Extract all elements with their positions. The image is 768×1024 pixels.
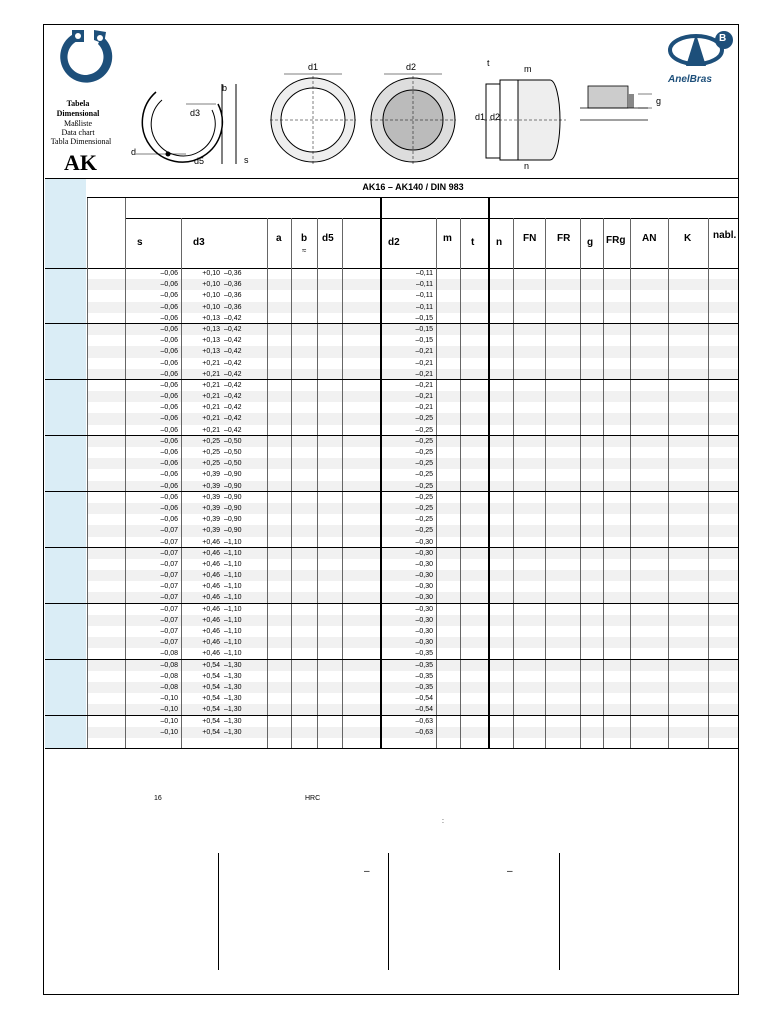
cell-d2-tolerance: –0,25 <box>415 516 433 524</box>
cell-d3-lower: –1,30 <box>224 706 242 714</box>
label-s: s <box>244 155 249 165</box>
cell-s-tolerance: –0,06 <box>160 348 178 356</box>
table-row <box>87 537 738 548</box>
cell-d3-upper: +0,54 <box>202 672 220 680</box>
cell-d3-lower: –1,10 <box>224 605 242 613</box>
cell-d3-upper: +0,21 <box>202 404 220 412</box>
table-row <box>87 514 738 525</box>
cell-d3-upper: +0,10 <box>202 270 220 277</box>
column-divider <box>181 218 182 748</box>
table-row <box>87 548 738 559</box>
cell-d3-lower: –0,90 <box>224 527 242 535</box>
column-divider <box>436 218 437 748</box>
cell-d2-tolerance: –0,25 <box>415 449 433 456</box>
cell-d3-upper: +0,21 <box>202 381 220 389</box>
cell-s-tolerance: –0,06 <box>160 314 178 322</box>
col-a: a <box>276 233 282 244</box>
cell-s-tolerance: –0,07 <box>160 616 178 624</box>
table-row <box>87 604 738 615</box>
group-divider <box>45 603 738 604</box>
cell-s-tolerance: –0,08 <box>160 650 178 658</box>
cell-d3-upper: +0,54 <box>202 695 220 703</box>
cell-d3-upper: +0,39 <box>202 471 220 479</box>
footer-dash-1: – <box>364 866 370 877</box>
cell-d3-upper: +0,10 <box>202 292 220 300</box>
cell-d3-upper: +0,21 <box>202 370 220 378</box>
label-m: m <box>524 64 532 74</box>
cell-d3-lower: –1,30 <box>224 728 242 736</box>
cell-s-tolerance: –0,06 <box>160 493 178 501</box>
cell-d2-tolerance: –0,15 <box>415 325 433 333</box>
cell-d3-lower: –0,90 <box>224 482 242 490</box>
table-row <box>87 682 738 693</box>
col-d3: d3 <box>193 237 205 248</box>
cell-s-tolerance: –0,06 <box>160 393 178 401</box>
cell-d3-lower: –0,36 <box>224 303 242 311</box>
table-row <box>87 626 738 637</box>
table-row <box>87 324 738 335</box>
cell-d3-lower: –0,90 <box>224 471 242 479</box>
table-row <box>87 302 738 313</box>
cell-d2-tolerance: –0,35 <box>415 672 433 680</box>
cell-d3-upper: +0,46 <box>202 560 220 568</box>
cell-d2-tolerance: –0,30 <box>415 639 433 647</box>
cell-d3-upper: +0,46 <box>202 583 220 591</box>
cell-s-tolerance: –0,10 <box>160 717 178 725</box>
label-d: d <box>131 147 137 157</box>
column-divider <box>708 218 709 748</box>
cell-d3-lower: –1,30 <box>224 695 242 703</box>
cell-d3-upper: +0,13 <box>202 337 220 345</box>
table-row <box>87 436 738 447</box>
cell-d3-lower: –0,42 <box>224 370 242 378</box>
cell-d3-lower: –0,50 <box>224 437 242 445</box>
cell-d3-lower: –1,10 <box>224 650 242 658</box>
table-row <box>87 279 738 290</box>
cell-s-tolerance: –0,06 <box>160 449 178 456</box>
col-k: K <box>684 233 692 244</box>
cell-d2-tolerance: –0,30 <box>415 616 433 624</box>
section-divider <box>380 198 382 749</box>
table-bottom <box>45 748 738 749</box>
table-row <box>87 469 738 480</box>
cell-d3-lower: –1,10 <box>224 583 242 591</box>
cell-d3-lower: –1,30 <box>224 661 242 669</box>
table-row <box>87 358 738 369</box>
header-tabla: Tabla Dimensional <box>50 137 112 146</box>
cell-s-tolerance: –0,06 <box>160 426 178 434</box>
product-code: AK <box>64 150 97 175</box>
column-divider <box>342 218 343 748</box>
col-s: s <box>137 237 143 248</box>
cell-d3-upper: +0,21 <box>202 359 220 367</box>
cell-d2-tolerance: –0,63 <box>415 728 433 736</box>
cell-d2-tolerance: –0,25 <box>415 504 433 512</box>
label-d1: d1 <box>308 62 319 72</box>
cell-d3-upper: +0,54 <box>202 661 220 669</box>
column-divider <box>460 218 461 748</box>
cell-d3-upper: +0,46 <box>202 639 220 647</box>
label-g: g <box>656 96 662 106</box>
cell-d2-tolerance: –0,30 <box>415 594 433 602</box>
cell-d3-upper: +0,39 <box>202 527 220 535</box>
cell-d3-lower: –1,10 <box>224 639 242 647</box>
table-row <box>87 380 738 391</box>
table-row <box>87 704 738 715</box>
cell-s-tolerance: –0,08 <box>160 683 178 691</box>
cell-d3-lower: –0,42 <box>224 381 242 389</box>
cell-d3-lower: –0,42 <box>224 325 242 333</box>
cell-d3-lower: –0,42 <box>224 348 242 356</box>
col-frg: FRg <box>606 235 626 246</box>
cell-d3-upper: +0,21 <box>202 415 220 423</box>
cell-d2-tolerance: –0,21 <box>415 370 433 378</box>
cell-s-tolerance: –0,07 <box>160 628 178 635</box>
cell-s-tolerance: –0,10 <box>160 728 178 736</box>
cell-d2-tolerance: –0,21 <box>415 393 433 401</box>
cell-d3-lower: –0,50 <box>224 449 242 456</box>
cell-d2-tolerance: –0,21 <box>415 404 433 412</box>
cell-s-tolerance: –0,06 <box>160 482 178 490</box>
brand-badge: B <box>719 33 727 44</box>
column-divider <box>125 198 126 748</box>
cell-d3-upper: +0,39 <box>202 516 220 524</box>
col-d5: d5 <box>322 233 334 244</box>
cell-d3-lower: –0,50 <box>224 460 242 468</box>
ring-d1-figure <box>268 62 358 172</box>
table-row <box>87 346 738 357</box>
cell-d3-upper: +0,10 <box>202 281 220 289</box>
table-row <box>87 693 738 704</box>
cell-d2-tolerance: –0,11 <box>416 303 433 311</box>
table-row <box>87 391 738 402</box>
cell-d2-tolerance: –0,25 <box>415 471 433 479</box>
table-row <box>87 503 738 514</box>
section-divider <box>488 198 490 749</box>
cell-d3-lower: –0,90 <box>224 504 242 512</box>
cell-s-tolerance: –0,07 <box>160 583 178 591</box>
cell-s-tolerance: –0,06 <box>160 471 178 479</box>
col-m: m <box>443 233 452 244</box>
column-divider <box>668 218 669 748</box>
cell-s-tolerance: –0,10 <box>160 706 178 714</box>
table-row <box>87 458 738 469</box>
footer-dash-2: – <box>507 866 513 877</box>
cell-s-tolerance: –0,06 <box>160 359 178 367</box>
cell-d3-lower: –1,10 <box>224 628 242 635</box>
subheader-divider <box>125 218 738 219</box>
table-row <box>87 525 738 536</box>
cell-d3-upper: +0,25 <box>202 449 220 456</box>
cell-d3-lower: –0,36 <box>224 270 242 277</box>
column-divider <box>291 218 292 748</box>
table-row <box>87 671 738 682</box>
table-row <box>87 570 738 581</box>
col-g: g <box>587 237 594 248</box>
table-row <box>87 413 738 424</box>
header-dimensional: Dimensional <box>56 109 100 118</box>
column-divider <box>317 218 318 748</box>
cell-s-tolerance: –0,06 <box>160 415 178 423</box>
label-d5: d5 <box>194 156 205 166</box>
cell-d3-upper: +0,46 <box>202 605 220 613</box>
cell-d3-upper: +0,46 <box>202 616 220 624</box>
cell-d3-lower: –1,30 <box>224 683 242 691</box>
col-nabl: nabl. <box>713 230 737 241</box>
cell-d2-tolerance: –0,30 <box>415 628 433 635</box>
cell-d2-tolerance: –0,25 <box>415 426 433 434</box>
cell-s-tolerance: –0,08 <box>160 661 178 669</box>
cell-s-tolerance: –0,06 <box>160 516 178 524</box>
label-b: b <box>222 83 228 93</box>
cell-s-tolerance: –0,07 <box>160 639 178 647</box>
cell-d2-tolerance: –0,30 <box>415 549 433 557</box>
cell-d3-lower: –0,36 <box>224 281 242 289</box>
cell-d2-tolerance: –0,63 <box>415 717 433 725</box>
label-d2-side: d2 <box>490 112 501 122</box>
cell-d3-lower: –0,42 <box>224 359 242 367</box>
col-b-approx: ≈ <box>302 246 307 255</box>
cell-d3-upper: +0,39 <box>202 493 220 501</box>
cell-d2-tolerance: –0,21 <box>415 359 433 367</box>
cell-s-tolerance: –0,07 <box>160 549 178 557</box>
cell-d2-tolerance: –0,25 <box>415 527 433 535</box>
cell-s-tolerance: –0,06 <box>160 504 178 512</box>
cell-d3-upper: +0,13 <box>202 348 220 356</box>
cell-s-tolerance: –0,07 <box>160 594 178 602</box>
cell-s-tolerance: –0,07 <box>160 560 178 568</box>
brand-name: AnelBras <box>668 74 712 85</box>
cell-s-tolerance: –0,06 <box>160 325 178 333</box>
group-divider <box>45 435 738 436</box>
cell-d3-upper: +0,54 <box>202 728 220 736</box>
cell-d2-tolerance: –0,54 <box>415 706 433 714</box>
col-fn: FN <box>523 233 537 244</box>
cell-d2-tolerance: –0,30 <box>415 583 433 591</box>
cell-d3-lower: –0,42 <box>224 337 242 345</box>
footer-note-hrc: HRC <box>305 795 321 802</box>
column-divider <box>580 218 581 748</box>
cell-d3-upper: +0,10 <box>202 303 220 311</box>
group-divider <box>45 323 738 324</box>
label-t: t <box>487 58 490 68</box>
cell-d2-tolerance: –0,21 <box>415 381 433 389</box>
footer-note-colon: : <box>442 818 444 825</box>
cell-s-tolerance: –0,06 <box>160 381 178 389</box>
cell-d3-upper: +0,13 <box>202 314 220 322</box>
cell-d2-tolerance: –0,35 <box>415 683 433 691</box>
cell-s-tolerance: –0,06 <box>160 281 178 289</box>
label-d2: d2 <box>406 62 417 72</box>
group-divider <box>45 547 738 548</box>
cell-d3-lower: –0,42 <box>224 314 242 322</box>
cell-d2-tolerance: –0,30 <box>415 572 433 580</box>
cell-d2-tolerance: –0,21 <box>415 348 433 356</box>
cell-s-tolerance: –0,06 <box>160 437 178 445</box>
cell-d3-lower: –1,30 <box>224 717 242 725</box>
table-row <box>87 660 738 671</box>
cell-d3-lower: –0,42 <box>224 426 242 434</box>
cell-d2-tolerance: –0,25 <box>415 437 433 445</box>
cell-d2-tolerance: –0,35 <box>415 661 433 669</box>
col-d2: d2 <box>388 237 400 248</box>
cell-s-tolerance: –0,06 <box>160 270 178 277</box>
cell-s-tolerance: –0,07 <box>160 538 178 546</box>
cell-d3-lower: –1,10 <box>224 560 242 568</box>
header-massliste: Maßliste <box>64 119 92 128</box>
cell-d3-upper: +0,46 <box>202 549 220 557</box>
table-row <box>87 615 738 626</box>
column-divider <box>267 218 268 748</box>
cell-d2-tolerance: –0,25 <box>415 482 433 490</box>
title-divider <box>87 197 738 198</box>
table-row <box>87 492 738 503</box>
table-title: AK16 – AK140 / DIN 983 <box>362 182 464 192</box>
group-divider <box>45 379 738 380</box>
column-divider <box>87 198 88 748</box>
cell-d2-tolerance: –0,25 <box>415 415 433 423</box>
table-row <box>87 648 738 659</box>
cell-d3-lower: –1,10 <box>224 538 242 546</box>
size-column <box>45 179 86 749</box>
table-row <box>87 335 738 346</box>
cell-d2-tolerance: –0,54 <box>415 695 433 703</box>
cell-d3-upper: +0,13 <box>202 325 220 333</box>
table-row <box>87 716 738 727</box>
cell-d3-lower: –0,90 <box>224 516 242 524</box>
cell-d3-upper: +0,39 <box>202 504 220 512</box>
cell-d3-lower: –1,10 <box>224 594 242 602</box>
col-t: t <box>471 237 475 248</box>
cell-d2-tolerance: –0,25 <box>415 493 433 501</box>
cell-d3-upper: +0,54 <box>202 706 220 714</box>
label-d3: d3 <box>190 108 201 118</box>
cell-d2-tolerance: –0,15 <box>415 337 433 345</box>
table-row <box>87 727 738 738</box>
cell-d3-upper: +0,21 <box>202 393 220 401</box>
cell-d3-lower: –0,42 <box>224 393 242 401</box>
cell-d2-tolerance: –0,30 <box>415 560 433 568</box>
table-row <box>87 581 738 592</box>
group-divider <box>45 659 738 660</box>
cell-s-tolerance: –0,10 <box>160 695 178 703</box>
column-divider <box>603 218 604 748</box>
cell-s-tolerance: –0,07 <box>160 605 178 613</box>
cell-d3-upper: +0,25 <box>202 460 220 468</box>
cell-d2-tolerance: –0,11 <box>416 281 433 289</box>
cell-d3-upper: +0,54 <box>202 683 220 691</box>
cell-d2-tolerance: –0,11 <box>416 292 433 300</box>
cell-s-tolerance: –0,06 <box>160 460 178 468</box>
cell-d3-upper: +0,39 <box>202 482 220 490</box>
label-n: n <box>524 161 530 171</box>
cell-d3-upper: +0,25 <box>202 437 220 445</box>
column-divider <box>630 218 631 748</box>
table-row <box>87 637 738 648</box>
cell-s-tolerance: –0,08 <box>160 672 178 680</box>
ring-d2-figure <box>368 62 458 172</box>
cell-d3-lower: –0,42 <box>224 404 242 412</box>
cell-d3-lower: –1,10 <box>224 572 242 580</box>
cell-d3-lower: –0,90 <box>224 493 242 501</box>
cell-s-tolerance: –0,06 <box>160 292 178 300</box>
footer-divider-2 <box>388 853 389 970</box>
col-fr: FR <box>557 233 571 244</box>
cell-d2-tolerance: –0,11 <box>416 270 433 277</box>
header-divider <box>45 178 739 179</box>
column-divider <box>545 218 546 748</box>
cell-d3-upper: +0,46 <box>202 572 220 580</box>
col-b: b <box>301 233 308 244</box>
cell-s-tolerance: –0,07 <box>160 527 178 535</box>
group-divider <box>45 715 738 716</box>
groove-detail-figure <box>578 80 668 150</box>
cell-d3-upper: +0,46 <box>202 538 220 546</box>
data-table-body <box>87 268 738 738</box>
circlip-logo-icon <box>54 26 118 92</box>
table-row <box>87 402 738 413</box>
table-row <box>87 559 738 570</box>
col-an: AN <box>642 233 657 244</box>
cell-d3-lower: –0,42 <box>224 415 242 423</box>
cell-d3-upper: +0,21 <box>202 426 220 434</box>
col-n: n <box>496 237 503 248</box>
footer-note-16: 16 <box>154 795 162 802</box>
table-row <box>87 447 738 458</box>
cell-d3-lower: –1,30 <box>224 672 242 680</box>
table-row <box>87 268 738 279</box>
cell-d2-tolerance: –0,15 <box>415 314 433 322</box>
cell-s-tolerance: –0,06 <box>160 303 178 311</box>
header-data-chart: Data chart <box>61 128 95 137</box>
cell-d3-upper: +0,46 <box>202 650 220 658</box>
footer-divider-1 <box>218 853 219 970</box>
header-tabela: Tabela <box>66 99 90 108</box>
cell-d2-tolerance: –0,35 <box>415 650 433 658</box>
cell-d3-lower: –0,36 <box>224 292 242 300</box>
cell-d2-tolerance: –0,25 <box>415 460 433 468</box>
cell-d3-upper: +0,46 <box>202 594 220 602</box>
column-divider <box>513 218 514 748</box>
cell-d3-upper: +0,46 <box>202 628 220 635</box>
cell-d3-lower: –1,10 <box>224 616 242 624</box>
cell-d3-upper: +0,54 <box>202 717 220 725</box>
cell-s-tolerance: –0,07 <box>160 572 178 580</box>
table-row <box>87 592 738 603</box>
label-d1-side: d1 <box>475 112 486 122</box>
cell-d2-tolerance: –0,30 <box>415 605 433 613</box>
cell-d2-tolerance: –0,30 <box>415 538 433 546</box>
group-divider <box>45 491 738 492</box>
cell-s-tolerance: –0,06 <box>160 370 178 378</box>
circlip-figure <box>126 74 256 174</box>
cell-s-tolerance: –0,06 <box>160 337 178 345</box>
cell-d3-lower: –1,10 <box>224 549 242 557</box>
cell-s-tolerance: –0,06 <box>160 404 178 412</box>
footer-divider-3 <box>559 853 560 970</box>
table-row <box>87 290 738 301</box>
